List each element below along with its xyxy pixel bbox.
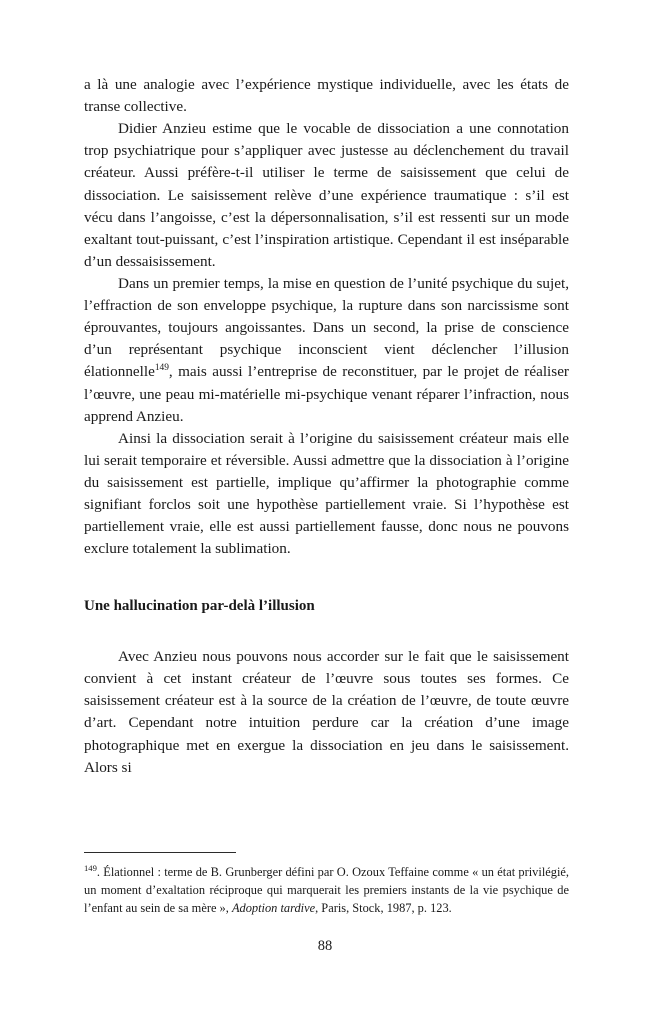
footnote-149 (84, 864, 569, 918)
footnote-text-part-2: , Paris, Stock, 1987, p. 123. (315, 900, 452, 915)
heading-spacer (84, 560, 569, 596)
paragraph-premier-temps (84, 273, 569, 428)
paragraph-anzieu-dissociation: Didier Anzieu estime que le vocable de dissociation a une connotation trop psychiatrique pour s’appliquer avec justesse au déclenchement du travail créateur. Aussi préfère-t-il utiliser le terme de saisissement que celui de dissociation. Le saisissement relève d’une expérience traumatique : s’il est vécu dans l’angoisse, c’est la dépersonnalisation, s’il est ressenti sur un mode exaltant tout-puissant, c’est l’inspiration artistique. Cependant il est inséparable d’un dessaisissement. (84, 120, 569, 270)
footnote-separator-rule (84, 852, 236, 853)
footnote-italic-title: Adoption tardive (231, 900, 316, 915)
footnote-area (84, 852, 569, 918)
paragraph-premier-temps-text-after-note: , mais aussi l’entreprise de reconstituer, par le projet de réaliser l’œuvre, une peau mi-matérielle mi-psychique venant réparer l’infraction, nous apprend Anzieu. (84, 363, 569, 425)
footnote-text-part-1: . Élationnel : terme de B. Grunberger défini par O. Ozoux Teffaine comme « un état privilégié, un moment d’exaltation réciproque qui marquerait les premiers instants de la vie psychique de l’enfant au sein de sa mère », (84, 865, 569, 915)
page-body (84, 74, 569, 779)
paragraph-ainsi-dissociation: Ainsi la dissociation serait à l’origine du saisissement créateur mais elle lui serait temporaire et réversible. Aussi admettre que la dissociation à l’origine du saisissement est partielle, implique qu’affirmer la photographie comme signifiant forclos soit une hypothèse partiellement vraie. Si l’hypothèse est partiellement vraie, elle est aussi partiellement fausse, donc nous ne pouvons exclure totalement la sublimation. (84, 429, 569, 558)
page-number: 88 (317, 938, 333, 954)
paragraph-avec-anzieu: Avec Anzieu nous pouvons nous accorder sur le fait que le saisissement convient à cet instant créateur de l’œuvre sous toutes ses formes. Ce saisissement créateur est à la source de la création de l’œuvre, de toute œuvre d’art. Cependant notre intuition perdure car la création d’une image photographique met en exergue la dissociation en jeu dans le saisissement. Alors si (84, 648, 569, 776)
section-heading: Une hallucination par-delà l’illusion (84, 598, 315, 615)
after-heading-spacer (84, 618, 569, 646)
paragraph-continuation: a là une analogie avec l’expérience mystique individuelle, avec les états de transe collective. (84, 76, 569, 116)
footnote-reference-marker[interactable]: 149 (154, 363, 169, 374)
footnote-number: 149 (84, 862, 97, 873)
paragraph-premier-temps-text-before-note: Dans un premier temps, la mise en question de l’unité psychique du sujet, l’effraction de son enveloppe psychique, la rupture dans son narcissisme sont éprouvantes, toujours angoissantes. Dans un second, la prise de conscience d’un représentant psychique inconscient vient déclencher l’illusion élationnelle (84, 274, 569, 381)
